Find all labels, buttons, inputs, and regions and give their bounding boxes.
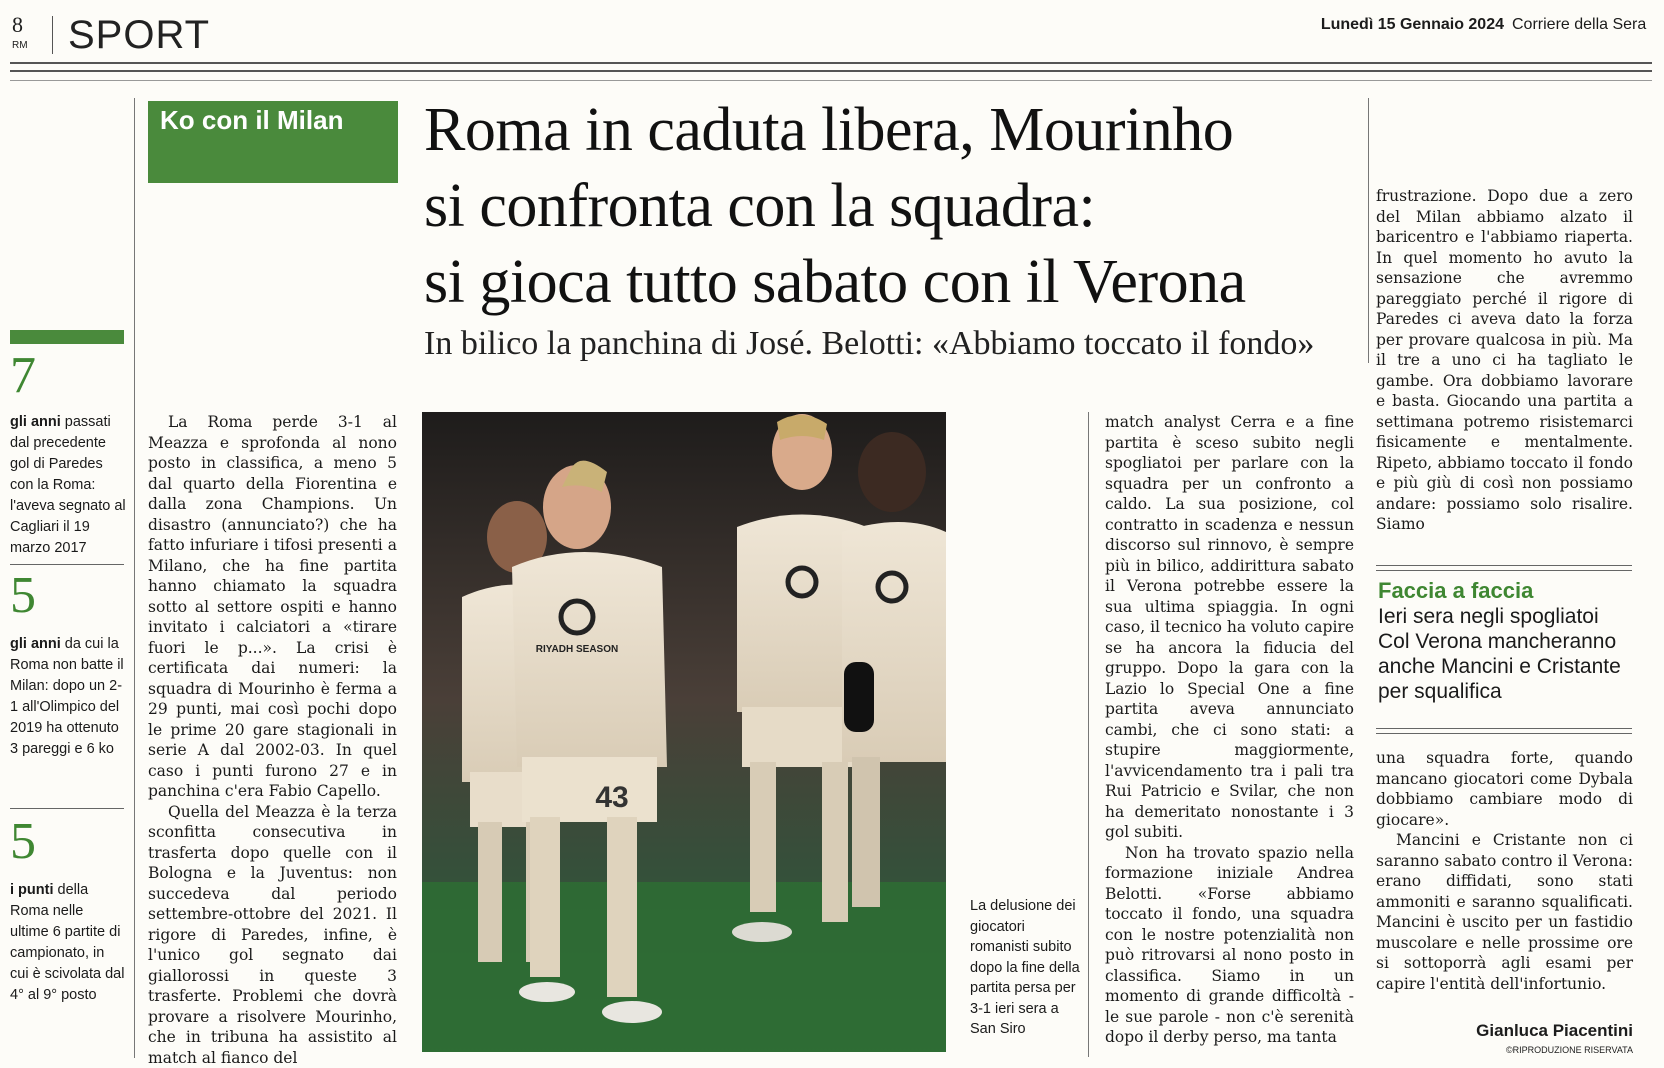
stat-separator [10, 564, 124, 565]
shirt-number: 43 [595, 781, 628, 814]
subheadline: In bilico la panchina di José. Belotti: «Abbiamo toccato il fondo» [424, 322, 1664, 366]
stat-number: 5 [10, 814, 36, 870]
header-rule-bottom [10, 70, 1652, 72]
stat-description [10, 412, 126, 559]
article-paragraph: frustrazione. Dopo due a zero del Milan abbiamo alzato il baricentro e l'abbiamo riaperta. In quel momento ho avuto la sensazione che avremmo pareggiato perché il rigore di Paredes ci aveva dato la forza per provare qualcosa in più. Ma il tre a uno ci ha tagliato le gambe. Ora dobbiamo lavorare e basta. Giocando una partita a settimana potremo risistemarci fisicamente e mentalmente. Ripeto, abbiamo toccato il fondo e più giù di così non possiamo andare: possiamo solo risalire. Siamo [1376, 186, 1633, 535]
stat-bold: gli anni [10, 636, 61, 652]
article-paragraph: una squadra forte, quando mancano giocatori come Dybala dobbiamo cambiare modo di giocare». [1376, 748, 1633, 830]
column-rule [1088, 412, 1089, 1057]
article-paragraph: match analyst Cerra e a fine partita è sceso subito negli spogliatoi per parlare con la squadra per un confronto a caldo. La sua posizione, col contratto in scadenza e nessun discorso sul rinnovo, è sempre più in bilico, addirittura sabato il Verona potrebbe essere la sua ultima spiaggia. In ogni caso, il tecnico ha voluto capire se ha ancora la fiducia del gruppo. Dopo la gara con la Lazio lo Special One a fine partita aveva annunciato cambi, che ci sono stati: a stupire maggiormente, l'avvicendamento tra i pali tra Rui Patricio e Svilar, che non ha demeritato nonostante i 3 gol subiti. [1105, 412, 1354, 843]
page-number: 8 [12, 14, 23, 36]
issue-date: Lunedì 15 Gennaio 2024 [1318, 15, 1504, 35]
column-rule [134, 98, 135, 1058]
stat-text: passati dal precedente gol di Paredes con la Roma: l'aveva segnato al Cagliari il 19 marzo 2017 [10, 414, 126, 556]
byline: Gianluca Piacentini [1376, 1021, 1633, 1041]
article-paragraph: Mancini e Cristante non ci saranno sabato contro il Verona: erano diffidati, sono stati ammoniti e saranno squalificati. Mancini è uscito per un fastidio muscolare e nelle prossime ore si sottoporrà agli esami per capire l'entità dell'infortunio. [1376, 830, 1633, 994]
column-rule [1368, 98, 1369, 363]
photo-caption: La delusione dei giocatori romanisti subito dopo la fine della partita persa per 3-1 ieri sera a San Siro [970, 896, 1082, 1040]
article-paragraph: Quella del Meazza è la terza sconfitta consecutiva in trasferta dopo quelle con il Bologna e la Juventus: non succedeva dal periodo settembre-ottobre del 2021. Il rigore di Paredes, infine, è l'unico gol segnato dai giallorossi in queste 3 trasferte. Problemi che dovrà provare a risolvere Mourinho, che in tribuna ha assistito al match al fianco del [148, 802, 397, 1068]
box-line: Col Verona mancheranno anche Mancini e Cristante per squalifica [1378, 629, 1638, 704]
box-line: Ieri sera negli spogliatoi [1378, 604, 1638, 629]
article-paragraph: Non ha trovato spazio nella formazione iniziale Andrea Belotti. «Forse abbiamo toccato il fondo, una squadra con le nostre potenzialità non può ritrovarsi al nono posto in classifica. Siamo in un momento di grande difficoltà - le sue parole - non c'è serenità dopo il derby perso, ma tanta [1105, 843, 1354, 1048]
shirt-sponsor: RIYADH SEASON [536, 644, 618, 655]
section-title: SPORT [68, 12, 210, 58]
box-text [1378, 604, 1638, 704]
headline-line: Roma in caduta libera, Mourinho [424, 92, 1664, 168]
article-paragraph: La Roma perde 3-1 al Meazza e sprofonda al nono posto in classifica, a meno 5 dal quarto della Fiorentina e dalla zona Champions. Un disastro (annunciato?) che ha fatto infuriare i tifosi presenti a Milano, che ha fine partita hanno chiamato la squadra sotto al settore ospiti e hanno invitato i calciatori a «tirare fuori le p...». La crisi è certificata dai numeri: la squadra di Mourinho è ferma a 29 punti, mai così pochi dopo le prime 20 gare stagionali in serie A dal 2002-03. In quel caso i punti furono 27 e in panchina c'era Fabio Capello. [148, 412, 397, 802]
stat-bold: gli anni [10, 414, 61, 430]
stat-text: da cui la Roma non batte il Milan: dopo un 2-1 all'Olimpico del 2019 ha ottenuto 3 pareggi e 6 ko [10, 636, 124, 757]
stat-separator [10, 808, 124, 809]
stat-description [10, 634, 126, 760]
stat-text: della Roma nelle ultime 6 partite di campionato, in cui è scivolata dal 4° al 9° posto [10, 882, 124, 1003]
box-rule [1376, 728, 1632, 729]
stats-accent-bar [10, 330, 124, 344]
box-rule [1376, 733, 1632, 734]
box-rule [1376, 570, 1632, 571]
headline-line: si gioca tutto sabato con il Verona [424, 244, 1664, 320]
stat-number: 7 [10, 348, 36, 404]
copyright-notice: ©RIPRODUZIONE RISERVATA [1376, 1044, 1633, 1056]
article-column-3-top [1376, 186, 1633, 556]
box-rule [1376, 565, 1632, 566]
stat-bold: i punti [10, 882, 54, 898]
article-column-3-bottom [1376, 748, 1633, 1014]
header-separator [52, 16, 53, 54]
article-photo [422, 412, 946, 1052]
box-title: Faccia a faccia [1378, 578, 1533, 604]
edition-label: RM [12, 41, 28, 51]
article-column-2 [1105, 412, 1354, 1057]
stat-description [10, 880, 126, 1006]
kicker-label: Ko con il Milan [160, 103, 343, 137]
header-rule-thin [10, 80, 1652, 81]
headline-line: si confronta con la squadra: [424, 168, 1664, 244]
players-photo-illustration [422, 412, 946, 1052]
newspaper-name: Corriere della Sera [1512, 15, 1646, 35]
stat-number: 5 [10, 568, 36, 624]
article-column-1 [148, 412, 397, 1057]
header-rule-top [10, 62, 1652, 64]
